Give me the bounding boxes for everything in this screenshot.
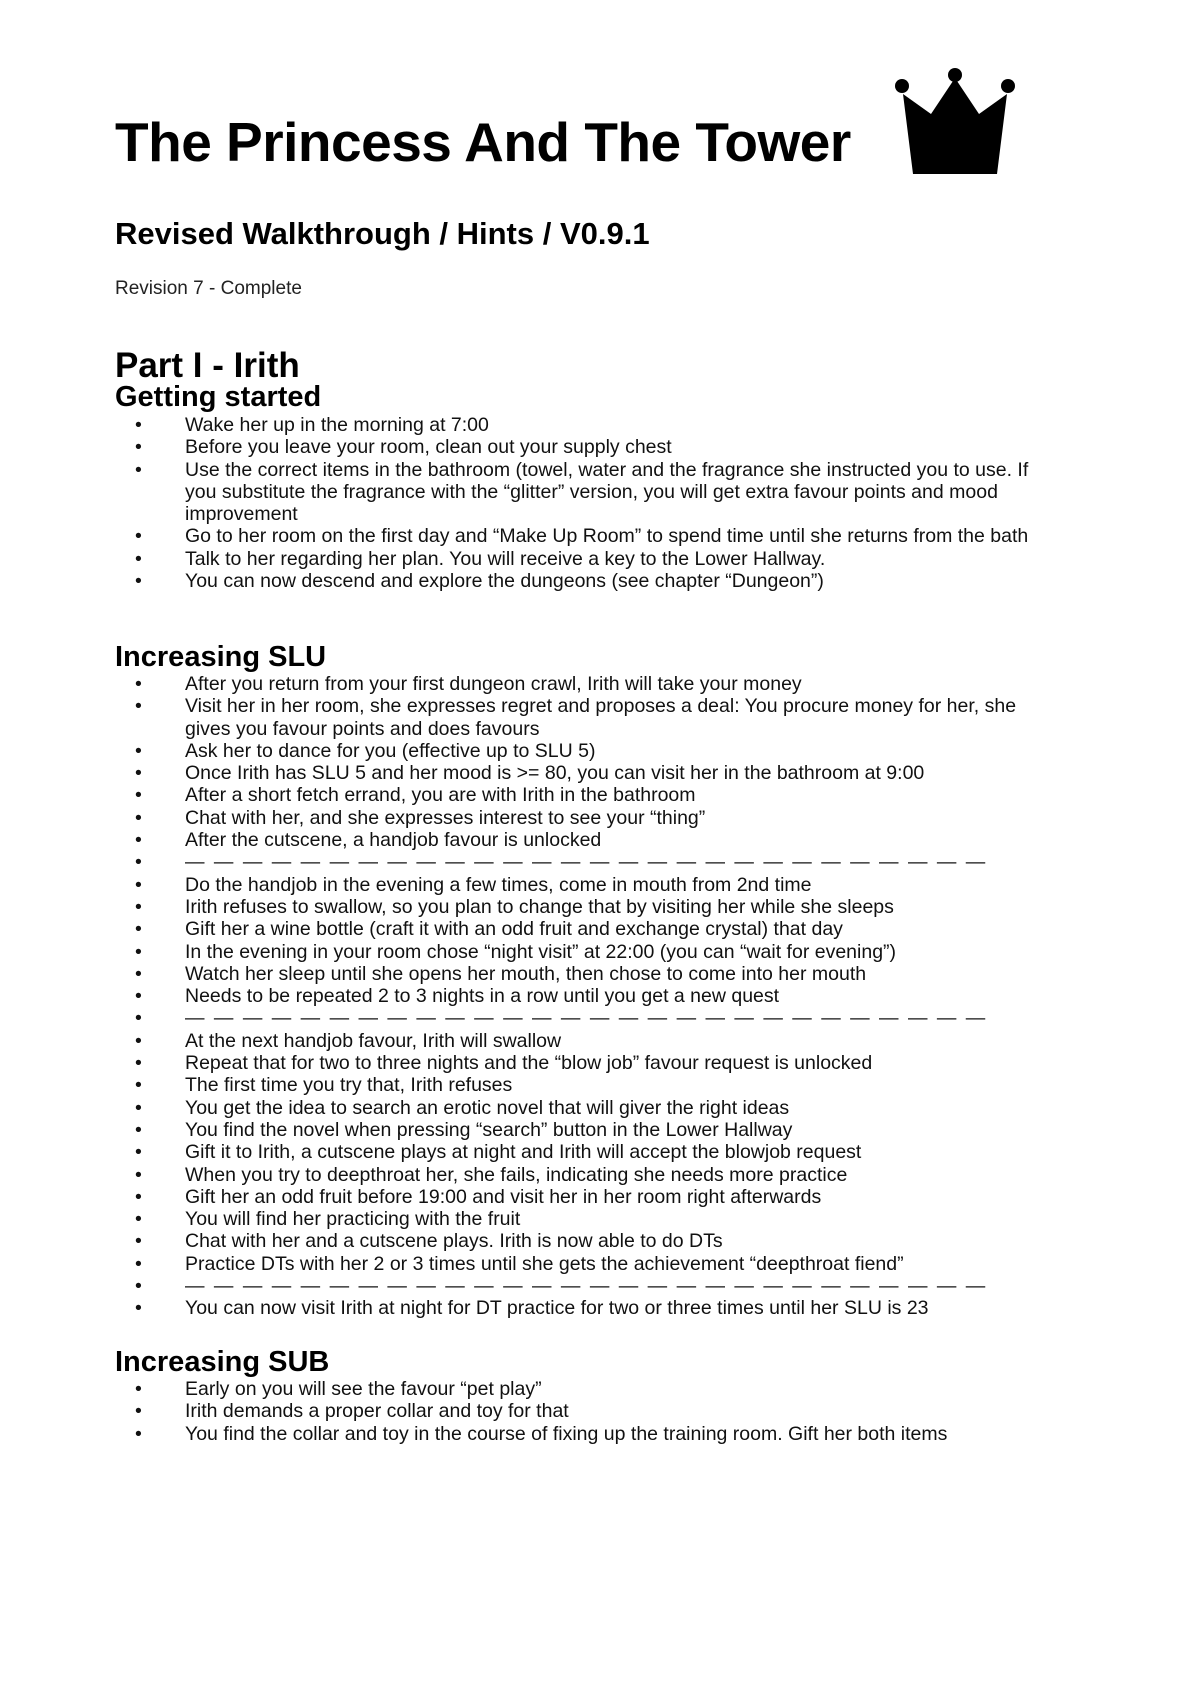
bullet-icon: • <box>135 962 142 985</box>
revision-note: Revision 7 - Complete <box>115 278 302 299</box>
list-item-text: Early on you will see the favour “pet play” <box>185 1378 542 1400</box>
list-item-text: Needs to be repeated 2 to 3 nights in a row until you get a new quest <box>185 985 780 1008</box>
bullet-icon: • <box>135 1252 142 1275</box>
list-item <box>115 941 1065 963</box>
bullet-icon: • <box>135 1230 142 1253</box>
bullet-icon: • <box>135 570 142 593</box>
list-item <box>115 985 1065 1007</box>
crown-icon <box>893 66 1017 178</box>
list-item-text: You find the collar and toy in the course of fixing up the training room. Gift her both items <box>185 1422 948 1445</box>
list-item-text: Go to her room on the first day and “Make Up Room” to spend time until she returns from the bath <box>185 525 1029 548</box>
list-item <box>115 548 1065 570</box>
list-item <box>115 1230 1065 1252</box>
list-item-text: Gift her an odd fruit before 19:00 and visit her in her room right afterwards <box>185 1185 822 1208</box>
bullet-icon: • <box>135 918 142 941</box>
bullet-icon: • <box>135 695 142 718</box>
bullet-icon: • <box>135 873 142 896</box>
bullet-icon: • <box>135 547 142 570</box>
list-item <box>115 963 1065 985</box>
bullet-icon: • <box>135 895 142 918</box>
list-item-text: Irith demands a proper collar and toy for that <box>185 1400 569 1423</box>
bullet-icon: • <box>135 1096 142 1119</box>
list-item <box>115 1074 1065 1096</box>
section-heading-getting-started: Getting started <box>115 381 322 413</box>
list-item-text: Practice DTs with her 2 or 3 times until she gets the achievement “deepthroat fiend” <box>185 1252 904 1275</box>
list-item <box>115 740 1065 762</box>
bullet-icon: • <box>135 1208 142 1231</box>
section-heading-increasing-sub: Increasing SUB <box>115 1346 330 1378</box>
list-item <box>115 807 1065 829</box>
list-item <box>115 414 1065 436</box>
list-item <box>115 673 1065 695</box>
list-item <box>115 570 1065 592</box>
list-item <box>115 918 1065 940</box>
list-item-text: Chat with her, and she expresses interest to see your “thing” <box>185 806 706 829</box>
list-item <box>115 1164 1065 1186</box>
list-item-text: After a short fetch errand, you are with Irith in the bathroom <box>185 784 696 807</box>
list-item-text: Wake her up in the morning at 7:00 <box>185 414 489 436</box>
list-item <box>115 1275 1065 1297</box>
bullet-icon: • <box>135 1052 142 1075</box>
list-item-text: Gift her a wine bottle (craft it with an odd fruit and exchange crystal) that day <box>185 918 843 941</box>
list-item-text: Gift it to Irith, a cutscene plays at night and Irith will accept the blowjob request <box>185 1141 862 1164</box>
bullet-icon: • <box>135 414 142 436</box>
section-heading-increasing-slu: Increasing SLU <box>115 641 327 673</box>
list-item-text: Repeat that for two to three nights and the “blow job” favour request is unlocked <box>185 1052 873 1075</box>
list-item <box>115 1423 1065 1445</box>
list-item-text: Visit her in her room, she expresses regret and proposes a deal: You procure money for her, she gives you favour points and does favours <box>185 695 1017 740</box>
bullet-icon: • <box>135 1141 142 1164</box>
bullet-icon: • <box>135 784 142 807</box>
list-item-text: In the evening in your room chose “night visit” at 22:00 (you can “wait for evening”) <box>185 940 897 963</box>
list-item <box>115 1297 1065 1319</box>
list-item-text: You can now descend and explore the dungeons (see chapter “Dungeon”) <box>185 570 824 593</box>
list-item <box>115 762 1065 784</box>
bullet-icon: • <box>135 739 142 762</box>
list-item <box>115 1030 1065 1052</box>
list-item <box>115 525 1065 547</box>
list-item-text: After you return from your first dungeon crawl, Irith will take your money <box>185 673 802 695</box>
section-list-increasing-slu <box>115 673 1075 1320</box>
bullet-icon: • <box>135 458 142 481</box>
list-item-text: Irith refuses to swallow, so you plan to change that by visiting her while she sleeps <box>185 895 894 918</box>
list-item <box>115 1052 1065 1074</box>
bullet-icon: • <box>135 940 142 963</box>
section-list-increasing-sub <box>115 1378 1075 1445</box>
bullet-icon: • <box>135 673 142 695</box>
bullet-icon: • <box>135 829 142 852</box>
list-item <box>115 851 1065 873</box>
list-item-text: Talk to her regarding her plan. You will receive a key to the Lower Hallway. <box>185 547 826 570</box>
bullet-icon: • <box>135 1378 142 1400</box>
list-item-text: Ask her to dance for you (effective up to SLU 5) <box>185 739 596 762</box>
list-item-text: The first time you try that, Irith refuses <box>185 1074 513 1097</box>
section-list-getting-started <box>115 414 1075 592</box>
bullet-icon: • <box>135 806 142 829</box>
bullet-icon: • <box>135 762 142 785</box>
bullet-icon: • <box>135 1275 142 1298</box>
list-item <box>115 1141 1065 1163</box>
bullet-icon: • <box>135 1074 142 1097</box>
list-item-text: You will find her practicing with the fruit <box>185 1208 521 1231</box>
list-item-text: At the next handjob favour, Irith will swallow <box>185 1029 562 1052</box>
list-item <box>115 896 1065 918</box>
bullet-icon: • <box>135 1029 142 1052</box>
list-item <box>115 1186 1065 1208</box>
list-item <box>115 1378 1065 1400</box>
list-item <box>115 784 1065 806</box>
bullet-icon: • <box>135 1007 142 1030</box>
document-subtitle: Revised Walkthrough / Hints / V0.9.1 <box>115 216 650 251</box>
list-item-text: Chat with her and a cutscene plays. Irith is now able to do DTs <box>185 1230 723 1253</box>
list-item <box>115 459 1065 526</box>
list-item <box>115 1007 1065 1029</box>
separator-line: — — — — — — — — — — — — — — — — — — — — — — — — — — — — <box>185 851 988 874</box>
bullet-icon: • <box>135 1163 142 1186</box>
separator-line: — — — — — — — — — — — — — — — — — — — — — — — — — — — — <box>185 1007 988 1030</box>
list-item <box>115 1119 1065 1141</box>
document-title: The Princess And The Tower <box>115 111 851 173</box>
list-item <box>115 695 1065 740</box>
list-item <box>115 1208 1065 1230</box>
list-item <box>115 1253 1065 1275</box>
list-item <box>115 1097 1065 1119</box>
separator-line: — — — — — — — — — — — — — — — — — — — — — — — — — — — — <box>185 1275 988 1298</box>
bullet-icon: • <box>135 1118 142 1141</box>
bullet-icon: • <box>135 525 142 548</box>
bullet-icon: • <box>135 1400 142 1423</box>
list-item-text: You find the novel when pressing “search” button in the Lower Hallway <box>185 1118 793 1141</box>
list-item-text: Once Irith has SLU 5 and her mood is >= 80, you can visit her in the bathroom at 9:00 <box>185 762 925 785</box>
list-item-text: Do the handjob in the evening a few times, come in mouth from 2nd time <box>185 873 812 896</box>
list-item-text: You can now visit Irith at night for DT practice for two or three times until her SLU is 23 <box>185 1297 929 1320</box>
list-item-text: When you try to deepthroat her, she fails, indicating she needs more practice <box>185 1163 848 1186</box>
list-item-text: Before you leave your room, clean out your supply chest <box>185 436 672 459</box>
list-item-text: Watch her sleep until she opens her mouth, then chose to come into her mouth <box>185 962 867 985</box>
bullet-icon: • <box>135 851 142 874</box>
list-item-text: You get the idea to search an erotic novel that will giver the right ideas <box>185 1096 790 1119</box>
bullet-icon: • <box>135 1297 142 1320</box>
list-item <box>115 1400 1065 1422</box>
bullet-icon: • <box>135 1422 142 1445</box>
bullet-icon: • <box>135 436 142 459</box>
list-item <box>115 874 1065 896</box>
list-item <box>115 829 1065 851</box>
part-heading: Part I - Irith <box>115 346 300 385</box>
bullet-icon: • <box>135 1185 142 1208</box>
list-item <box>115 436 1065 458</box>
list-item-text: After the cutscene, a handjob favour is unlocked <box>185 829 602 852</box>
list-item-text: Use the correct items in the bathroom (towel, water and the fragrance she instructed you to use. If you substitute the fragrance with the “glitter” version, you will get extra favour points and mood improvement <box>185 458 1029 526</box>
bullet-icon: • <box>135 985 142 1008</box>
